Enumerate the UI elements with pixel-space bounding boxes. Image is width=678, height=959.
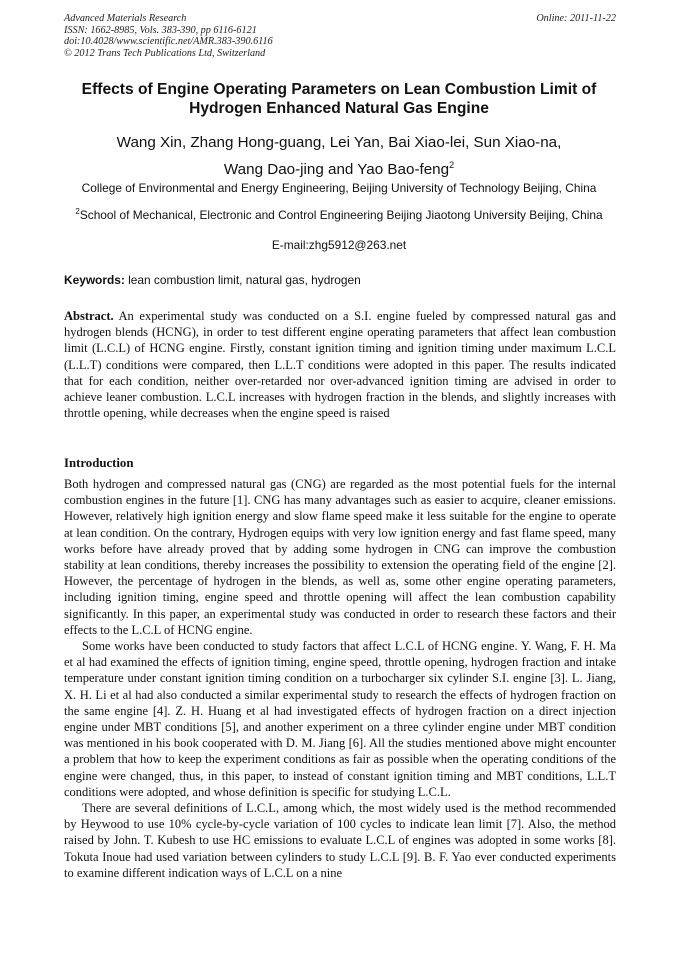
doi-line: doi:10.4028/www.scientific.net/AMR.383-390.6116 <box>64 36 273 48</box>
authors-line-2-text: Wang Dao-jing and Yao Bao-feng <box>223 161 450 179</box>
abstract-label: Abstract. <box>64 309 114 323</box>
intro-paragraph-3: There are several definitions of L.C.L, among which, the most widely used is the method recommended by Heywood to use 10% cycle-by-cycle variation of 100 cycles to indicate lean limit [7]. Also, the method raised by John. T. Kubesh to use HC emissions to evaluate L.C.L of engines was adopted in some works [8]. Tokuta Inoue had used variation between cylinders to study L.C.L [9]. B. F. Yao ever conducted experiments to examine different indication ways of L.C.L on a nine <box>64 801 616 880</box>
intro-paragraph-1: Both hydrogen and compressed natural gas (CNG) are regarded as the most potential fuels for the internal combustion engines in the future [1]. CNG has many advantages such as easier to acquire, cleaner emissions. However, relatively high ignition energy and slow flame speed make it less suitable for the engine to operate at lean condition. On the contrary, Hydrogen equips with very low ignition energy and fast flame speed, many works before have already proved that by adding some hydrogen in CNG can improve the combustion stability at lean conditions, thereby increases the possibility to extension the operating field of the engine [2]. However, the percentage of hydrogen in the blends, as well as, some other engine operating parameters, including ignition timing, engine speed and throttle opening will affect the lean combustion capability significantly. In this paper, an experimental study was conducted in order to research these factors and their effects to the L.C.L of HCNG engine. <box>64 477 616 637</box>
affiliation-2 <box>60 204 618 223</box>
introduction-heading: Introduction <box>64 456 134 470</box>
paper-title <box>60 80 618 118</box>
affiliation-2-mark: 2 <box>75 207 80 216</box>
keywords-text: lean combustion limit, natural gas, hydrogen <box>124 273 361 287</box>
author-list <box>60 131 618 181</box>
title-line-2: Hydrogen Enhanced Natural Gas Engine <box>189 100 489 117</box>
introduction-body <box>64 476 616 881</box>
intro-paragraph-2: Some works have been conducted to study factors that affect L.C.L of HCNG engine. Y. Wang, F. H. Ma et al had examined the effects of ignition timing, engine speed, throttle opening, hydrogen fraction and intake temperature under constant ignition timing condition on a turbocharger six cylinder S.I. engine [3]. L. Jiang, X. H. Li et al had also conducted a similar experimental study to research the effects of hydrogen fraction on the same engine [4]. Z. H. Huang et al had investigated effects of hydrogen fraction on a direct injection engine under MBT conditions [5], and another experiment on a three cylinder engine under MBT condition was mentioned in his book cooperated with D. M. Jiang [6]. All the studies mentioned above might encounter a problem that how to keep the experiment conditions as fair as possible when the operating conditions of the engine were changed, thus, in this paper, to instead of constant ignition timing and MBT conditions, L.L.T conditions were adopted, and whose definition is specific for studying L.C.L. <box>64 639 616 799</box>
title-line-1: Effects of Engine Operating Parameters on Lean Combustion Limit of <box>81 81 597 98</box>
affiliation-2-text: School of Mechanical, Electronic and Control Engineering Beijing Jiaotong University Beijing, China <box>79 207 603 222</box>
journal-header <box>64 13 616 59</box>
affiliation-1: College of Environmental and Energy Engineering, Beijing University of Technology Beijing, China <box>81 181 597 195</box>
copyright-line: © 2012 Trans Tech Publications Ltd, Switzerland <box>64 47 266 59</box>
journal-name: Advanced Materials Research <box>64 13 187 24</box>
abstract-text: An experimental study was conducted on a S.I. engine fueled by compressed natural gas and hydrogen blends (HCNG), in order to test different engine operating parameters that affect lean combustion limit (L.C.L) of HCNG engine. Firstly, constant ignition timing and ignition timing under maximum L.C.L (L.L.T) conditions were compared, then L.L.T conditions were adopted in this paper. The results indicated that for each condition, neither over-retarded nor over-advanced ignition timing are advised in order to achieve leaner combustion. L.C.L increases with hydrogen fraction in the blends, and slightly increases with throttle opening, while decreases when the engine speed is raised <box>64 309 616 421</box>
authors-line-1: Wang Xin, Zhang Hong-guang, Lei Yan, Bai Xiao-lei, Sun Xiao-na, <box>116 134 562 151</box>
online-date: Online: 2011-11-22 <box>536 13 616 24</box>
author-affiliation-mark: 2 <box>449 160 455 170</box>
authors-line-2 <box>60 154 618 181</box>
issn-line: ISSN: 1662-8985, Vols. 383-390, pp 6116-6121 <box>64 24 257 36</box>
contact-email: E-mail:zhg5912@263.net <box>271 238 407 252</box>
abstract <box>64 308 616 421</box>
keywords-label: Keywords: <box>64 273 125 287</box>
keywords <box>64 273 616 288</box>
abstract-paragraph <box>64 308 616 421</box>
